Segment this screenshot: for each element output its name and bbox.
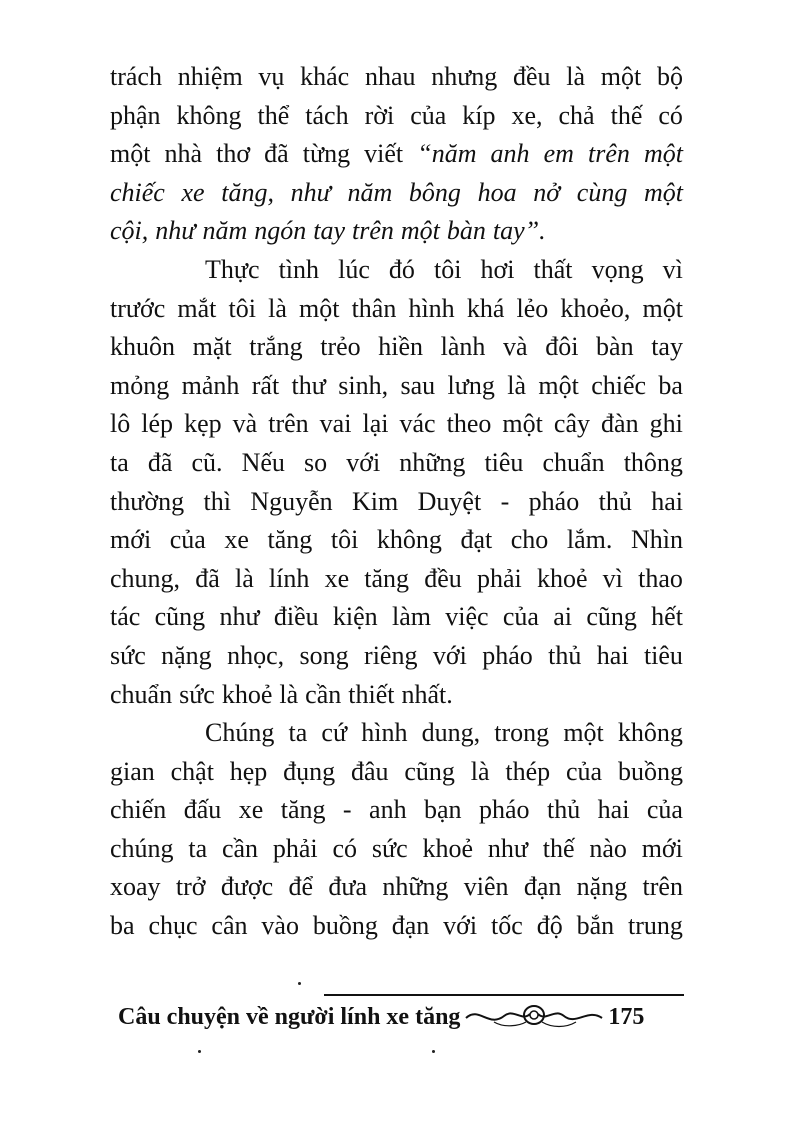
word: trên [352, 216, 394, 246]
word: hình [408, 293, 455, 323]
word: trên [642, 872, 683, 902]
word: xe [224, 525, 249, 555]
word: đã [264, 139, 289, 169]
word: lính [268, 563, 310, 593]
word: nhưng [431, 62, 498, 91]
text-line [110, 97, 683, 136]
word: bàn [596, 332, 634, 362]
word: buồng [617, 756, 683, 786]
word: hẹp [229, 756, 268, 786]
word: một [400, 216, 440, 246]
word: Duyệt [417, 486, 482, 516]
word: tay [313, 216, 345, 246]
word: chiếc [110, 177, 165, 207]
word: viên [463, 872, 509, 902]
word: xe [181, 177, 205, 207]
word: thép [505, 756, 551, 786]
word: đàn [601, 409, 639, 439]
word: khuôn [110, 332, 175, 362]
word: không [617, 718, 683, 748]
word: đưa [328, 872, 368, 902]
word: Thực [205, 254, 260, 284]
word: được [220, 872, 274, 902]
word: lại [362, 409, 389, 439]
word: những [399, 447, 466, 477]
word: thân [351, 293, 397, 323]
word: đạt [460, 525, 493, 555]
word: xe [324, 563, 350, 593]
word: của [169, 525, 206, 555]
word: cần [221, 833, 259, 863]
word: chúng [110, 833, 174, 863]
word: và [503, 332, 528, 362]
word: thư [291, 370, 326, 400]
word: kíp [462, 100, 496, 130]
word: độ [536, 911, 563, 941]
word: khoẻ [221, 679, 273, 709]
word: thiết [348, 679, 395, 709]
word: xe [238, 795, 264, 825]
text-line [110, 791, 683, 830]
word: trung [628, 911, 683, 941]
word: lép [141, 409, 174, 439]
word: lô [110, 409, 131, 439]
word: trở [175, 872, 206, 902]
text-line [110, 868, 683, 907]
word: cùng [576, 177, 628, 207]
word: chục [148, 911, 198, 941]
word: chiến [110, 795, 167, 825]
word: lắm. [566, 525, 613, 555]
word: đó [388, 254, 415, 284]
word: đã [195, 563, 220, 593]
word: từng [302, 139, 351, 169]
word: như [290, 177, 331, 207]
word: Kim [352, 486, 399, 516]
word: kẹp [184, 409, 222, 439]
word: tôi [330, 525, 359, 555]
word: ghi [649, 409, 683, 439]
word: cứ [321, 718, 348, 748]
word: gian [110, 756, 155, 786]
word: em [543, 139, 574, 169]
word: cân [211, 911, 248, 941]
text-line [110, 830, 683, 869]
word: một [642, 293, 683, 323]
word: vào [261, 911, 299, 941]
word: pháo [479, 795, 530, 825]
word: nhất. [401, 679, 453, 709]
scan-speck [298, 982, 301, 985]
word: ai [553, 602, 573, 632]
word: nhà [164, 139, 203, 169]
word: trước [110, 293, 166, 323]
word: chiếc [591, 370, 647, 400]
word: không [376, 525, 442, 555]
word: rất [251, 370, 280, 400]
word: theo [446, 409, 492, 439]
word: ba [110, 911, 135, 941]
word: tăng [267, 525, 313, 555]
word: riêng [364, 640, 418, 670]
word: của [410, 100, 447, 130]
text-line [110, 483, 683, 522]
word: là [234, 563, 254, 593]
word: xoay [110, 872, 161, 902]
word: với [443, 911, 478, 941]
word: và [232, 409, 258, 439]
word: khoẻ [536, 563, 588, 593]
word: để [288, 872, 314, 902]
word: pháo [482, 640, 533, 670]
word: lẻo [516, 293, 549, 323]
word: là [566, 62, 586, 91]
word: một [110, 139, 151, 169]
word: - [342, 795, 352, 825]
word: năm [202, 216, 248, 246]
word: khoẻ [422, 833, 473, 863]
word: tiêu [484, 447, 524, 477]
word: trên [268, 409, 309, 439]
word: tăng, [221, 177, 274, 207]
word: sức [179, 679, 215, 709]
word: đạn [523, 872, 562, 902]
text-line [110, 521, 683, 560]
word: đụng [283, 756, 336, 786]
word: nặng [161, 640, 212, 670]
text-line [110, 907, 683, 946]
word: của [502, 602, 539, 632]
word: thủ [598, 486, 632, 516]
page-footer [118, 1002, 686, 1032]
word: lành [440, 332, 486, 362]
word: trắng [249, 332, 303, 362]
word: tăng [364, 563, 410, 593]
word: năm [347, 177, 393, 207]
text-line [110, 676, 683, 715]
word: sức [110, 640, 146, 670]
word: tăng [280, 795, 326, 825]
scan-speck [198, 1050, 201, 1053]
word: tôi [433, 254, 462, 284]
word: bắn [576, 911, 615, 941]
word: tay”. [492, 216, 546, 246]
word: trong [494, 718, 550, 748]
word: buồng [312, 911, 378, 941]
word: thế [542, 833, 575, 863]
word: là [507, 370, 526, 400]
text-line [110, 405, 683, 444]
word: thao [638, 563, 683, 593]
word: so [304, 447, 328, 477]
word: chung, [110, 563, 181, 593]
flourish-ornament-icon [464, 1002, 604, 1032]
word: phải [272, 833, 318, 863]
word: là [279, 679, 299, 709]
text-line [110, 444, 683, 483]
word: hai [597, 795, 630, 825]
word: vác [399, 409, 436, 439]
word: cũng [404, 756, 455, 786]
word: nở [533, 177, 561, 207]
scan-speck [432, 1050, 435, 1053]
word: làm [391, 602, 431, 632]
word: trẻo [320, 332, 361, 362]
text-line [110, 328, 683, 367]
word: cây [553, 409, 590, 439]
word: một [600, 62, 642, 91]
word: như [155, 216, 196, 246]
word: có [332, 833, 358, 863]
word: mới [641, 833, 683, 863]
word: đều [513, 62, 551, 91]
word: thế [610, 100, 643, 130]
word: tốc [491, 911, 523, 941]
word: Nguyễn [250, 486, 333, 516]
word: sau [400, 370, 436, 400]
word: nào [589, 833, 627, 863]
word: không [176, 100, 242, 130]
word: xe, [511, 100, 543, 130]
word: hình [361, 718, 408, 748]
word: đã [147, 447, 173, 477]
word: cội, [110, 216, 149, 246]
word: tay [651, 332, 683, 362]
text-line [110, 714, 683, 753]
word: cho [510, 525, 549, 555]
word: thất [533, 254, 573, 284]
word: vì [602, 563, 623, 593]
word: thể [257, 100, 290, 130]
word: một [298, 293, 340, 323]
word: nhiệm [177, 62, 243, 91]
word: mặt [192, 332, 232, 362]
text-line [110, 560, 683, 599]
word: vai [319, 409, 352, 439]
word: cũ. [191, 447, 223, 477]
word: chả [558, 100, 595, 130]
word: cũng [586, 602, 637, 632]
word: ta [188, 833, 208, 863]
word: vụ [258, 62, 285, 91]
word: của [646, 795, 683, 825]
word: đâu [351, 756, 389, 786]
word: hai [651, 486, 683, 516]
word: điều [273, 602, 319, 632]
body-text [110, 58, 683, 946]
word: của [566, 756, 603, 786]
word: anh [369, 795, 407, 825]
word: Chúng [205, 718, 275, 748]
word: nhau [364, 62, 416, 91]
word: đều [424, 563, 462, 593]
word: ngón [254, 216, 307, 246]
word: trên [588, 139, 630, 169]
word: vọng [591, 254, 644, 284]
word: tình [278, 254, 320, 284]
word: thủ [548, 640, 582, 670]
word: dung, [421, 718, 481, 748]
word: một [643, 177, 683, 207]
word: những [382, 872, 449, 902]
word: bộ [656, 62, 683, 91]
word: chuẩn [542, 447, 605, 477]
word: là [268, 293, 287, 323]
word: sinh, [338, 370, 389, 400]
word: cũng [154, 602, 206, 632]
word: “năm [417, 139, 477, 169]
word: một [538, 370, 579, 400]
word: là [470, 756, 490, 786]
word: nặng [576, 872, 628, 902]
word: đôi [545, 332, 579, 362]
word: thông [623, 447, 683, 477]
word: ba [658, 370, 683, 400]
word: khác [300, 62, 350, 91]
text-line [110, 290, 683, 329]
word: một [563, 718, 604, 748]
word: cần [305, 679, 342, 709]
word: việc [445, 602, 489, 632]
word: bàn [446, 216, 486, 246]
word: hoa [477, 177, 517, 207]
word: phải [476, 563, 522, 593]
word: hai [596, 640, 629, 670]
word: tách [305, 100, 349, 130]
word: lúc [338, 254, 370, 284]
word: một [643, 139, 683, 169]
word: như [219, 602, 260, 632]
text-line [110, 753, 683, 792]
word: sức [371, 833, 408, 863]
word: - [500, 486, 510, 516]
running-title: Câu chuyện về người lính xe tăng [118, 1003, 461, 1030]
word: thủ [546, 795, 581, 825]
word: đạn [391, 911, 430, 941]
word: mỏng [110, 370, 170, 400]
word: Nhìn [630, 525, 683, 555]
text-line [110, 135, 683, 174]
word: thơ [216, 139, 251, 169]
word: viết [364, 139, 404, 169]
word: như [487, 833, 528, 863]
word: ta [288, 718, 308, 748]
word: lưng [447, 370, 495, 400]
word: bạn [424, 795, 462, 825]
word: tôi [228, 293, 256, 323]
word: rời [364, 100, 395, 130]
word: tiêu [643, 640, 683, 670]
word: khoẻo, [560, 293, 631, 323]
text-line [110, 367, 683, 406]
word: khá [466, 293, 505, 323]
word: kiện [332, 602, 378, 632]
word: hiền [378, 332, 424, 362]
text-line [110, 637, 683, 676]
word: hết [651, 602, 683, 632]
text-line [110, 58, 683, 97]
word: thường [110, 486, 185, 516]
word: song [299, 640, 349, 670]
text-line [110, 251, 683, 290]
word: mới [110, 525, 152, 555]
word: thì [203, 486, 231, 516]
text-line [110, 212, 683, 251]
word: pháo [528, 486, 580, 516]
word: phận [110, 100, 161, 130]
word: nhọc, [227, 640, 285, 670]
word: một [502, 409, 543, 439]
word: với [432, 640, 467, 670]
word: trách [110, 62, 162, 91]
word: hơi [480, 254, 515, 284]
word: với [346, 447, 381, 477]
word: mắt [177, 293, 217, 323]
word: Nếu [241, 447, 285, 477]
word: anh [490, 139, 530, 169]
word: ta [110, 447, 129, 477]
word: chật [170, 756, 214, 786]
text-line [110, 598, 683, 637]
word: bông [408, 177, 461, 207]
word: chuẩn [110, 679, 173, 709]
word: vì [662, 254, 683, 284]
word: mảnh [181, 370, 240, 400]
word: có [658, 100, 683, 130]
word: tác [110, 602, 141, 632]
page-number: 175 [608, 1003, 645, 1030]
footer-rule [324, 994, 684, 996]
word: đấu [183, 795, 222, 825]
text-line [110, 174, 683, 213]
